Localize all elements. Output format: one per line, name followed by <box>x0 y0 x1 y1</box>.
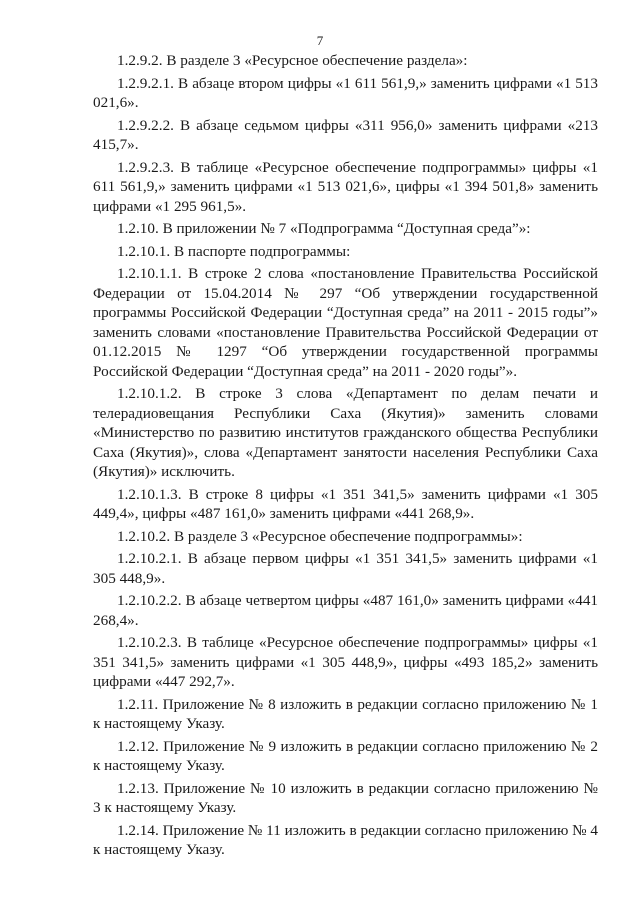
paragraph: 1.2.10.2.1. В абзаце первом цифры «1 351 341,5» заменить цифрами «1 305 448,9». <box>93 550 598 587</box>
paragraph: 1.2.10.1.1. В строке 2 слова «постановление Правительства Российской Федерации от 15.04.2014 № 297 “Об утверждении государственной программы Российской Федерации “Доступная среда” на 2011 - 2015 годы”» заменить словами «постановление Правительства Российской Федерации от 01.12.2015 № 1297 “Об утверждении государственной программы Российской Федерации “Доступная среда” на 2011 - 2020 годы”». <box>93 265 598 380</box>
paragraph: 1.2.10.2.3. В таблице «Ресурсное обеспечение подпрограммы» цифры «1 351 341,5» заменить цифрами «1 305 448,9», цифры «493 185,2» заменить цифрами «447 292,7». <box>93 634 598 690</box>
paragraph: 1.2.10.1.2. В строке 3 слова «Департамент по делам печати и телерадиовещания Республики Саха (Якутия)» заменить словами «Министерство по развитию институтов гражданского общества Республики Саха (Якутия)», слова «Департамент занятости населения Республики Саха (Якутия)» исключить. <box>93 385 598 480</box>
document-body <box>93 0 598 860</box>
page-number: 7 <box>316 33 324 48</box>
paragraph: 1.2.14. Приложение № 11 изложить в редакции согласно приложению № 4 к настоящему Указу. <box>93 821 598 858</box>
paragraph: 1.2.9.2. В разделе 3 «Ресурсное обеспечение раздела»: <box>117 52 468 69</box>
paragraph: 1.2.13. Приложение № 10 изложить в редакции согласно приложению № 3 к настоящему Указу. <box>93 779 598 816</box>
paragraph: 1.2.10.2. В разделе 3 «Ресурсное обеспечение подпрограммы»: <box>117 527 523 545</box>
paragraph: 1.2.12. Приложение № 9 изложить в редакции согласно приложению № 2 к настоящему Указу. <box>93 737 598 774</box>
paragraph: 1.2.11. Приложение № 8 изложить в редакции согласно приложению № 1 к настоящему Указу. <box>93 695 598 732</box>
paragraph: 1.2.9.2.3. В таблице «Ресурсное обеспечение подпрограммы» цифры «1 611 561,9,» заменить цифрами «1 513 021,6», цифры «1 394 501,8» заменить цифрами «1 295 961,5». <box>93 158 598 215</box>
paragraph: 1.2.10.2.2. В абзаце четвертом цифры «487 161,0» заменить цифрами «441 268,4». <box>93 592 598 629</box>
paragraph: 1.2.10.1. В паспорте подпрограммы: <box>117 242 351 260</box>
paragraph: 1.2.10.1.3. В строке 8 цифры «1 351 341,5» заменить цифрами «1 305 449,4», цифры «487 161,0» заменить цифрами «441 268,9». <box>93 485 598 522</box>
paragraph: 1.2.10. В приложении № 7 «Подпрограмма “Доступная среда”»: <box>117 220 531 237</box>
paragraph: 1.2.9.2.2. В абзаце седьмом цифры «311 956,0» заменить цифрами «213 415,7». <box>93 116 598 153</box>
paragraph: 1.2.9.2.1. В абзаце втором цифры «1 611 561,9,» заменить цифрами «1 513 021,6». <box>93 74 598 111</box>
